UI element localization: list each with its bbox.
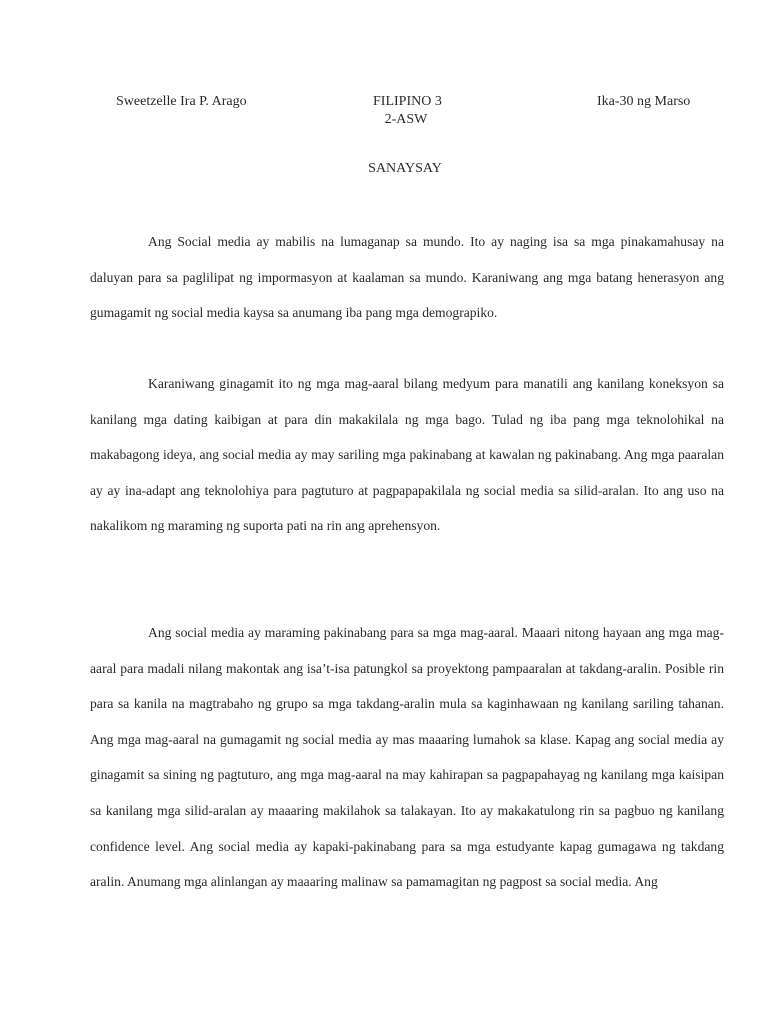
author-name: Sweetzelle Ira P. Arago	[116, 94, 247, 109]
date-label: Ika-30 ng Marso	[597, 94, 691, 109]
section-label: 2-ASW	[384, 112, 428, 127]
paragraph: Karaniwang ginagamit ito ng mga mag-aaral bilang medyum para manatili ang kanilang koneksyon sa kanilang mga dating kaibigan at para din makakilala ng mga bago. Tulad ng iba pang mga teknolohikal na makabagong ideya, ang social media ay may sariling mga pakinabang at kawalan ng pakinabang. Ang mga paaralan ay ay ina-adapt ang teknolohiya para pagtuturo at pagpapapakilala ng social media sa silid-aralan. Ito ang uso na nakalikom ng maraming ng suporta pati na rin ang aprehensyon.	[90, 376, 724, 534]
subject-label: FILIPINO 3	[373, 94, 442, 109]
document-title: SANAYSAY	[368, 161, 442, 176]
paragraph: Ang social media ay maraming pakinabang para sa mga mag-aaral. Maaari nitong hayaan ang mga mag-aaral para madali nilang makontak ang isa’t-isa patungkol sa proyektong pampaaralan at takdang-aralin. Posible rin para sa kanila na magtrabaho ng grupo sa mga takdang-aralin mula sa kaginhawaan ng kanilang sariling tahanan. Ang mga mag-aaral na gumagamit ng social media ay mas maaaring lumahok sa klase. Kapag ang social media ay ginagamit sa sining ng pagtuturo, ang mga mag-aaral na may kahirapan sa pagpapahayag ng kanilang mga kaisipan sa kanilang mga silid-aralan ay maaaring makilahok sa talakayan. Ito ay makakatulong rin sa pagbuo ng kanilang confidence level. Ang social media ay kapaki-pakinabang para sa mga estudyante kapag gumagawa ng takdang aralin. Anumang mga alinlangan ay maaaring malinaw sa pamamagitan ng pagpost sa social media. Ang	[90, 625, 724, 890]
paragraph: Ang Social media ay mabilis na lumaganap sa mundo. Ito ay naging isa sa mga pinakamahusay na daluyan para sa paglilipat ng impormasyon at kaalaman sa mundo. Karaniwang ang mga batang henerasyon ang gumagamit ng social media kaysa sa anumang iba pang mga demograpiko.	[90, 234, 724, 321]
